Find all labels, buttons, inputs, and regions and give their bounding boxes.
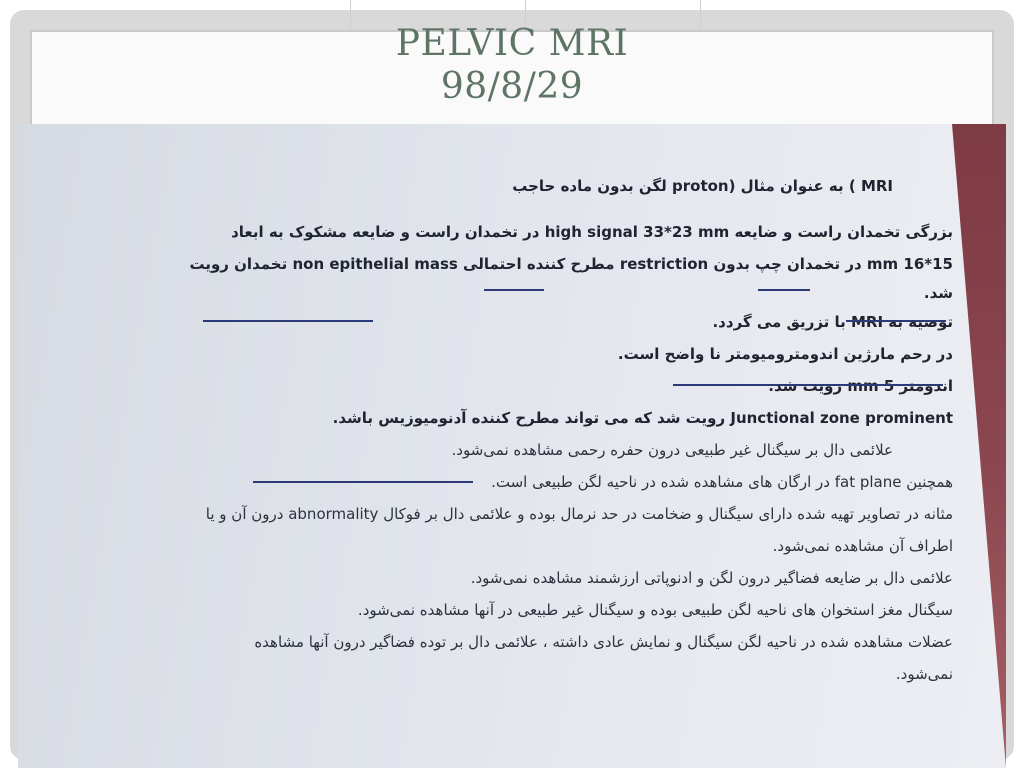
report-line: همچنین fat plane در ارگان های مشاهده شده در ناحیه لگن طبیعی است. bbox=[491, 473, 953, 491]
pen-underline bbox=[673, 384, 943, 386]
report-line: Junctional zone prominent رویت شد که می تواند مطرح کننده آدنومیوزیس باشد. bbox=[332, 409, 953, 427]
report-photo bbox=[18, 124, 1006, 768]
pen-underline bbox=[253, 481, 473, 483]
report-line: MRI ) به عنوان مثال (proton لگن بدون ماده حاجب bbox=[512, 177, 893, 195]
pen-underline bbox=[484, 289, 544, 291]
report-line: نمی‌شود. bbox=[895, 665, 953, 683]
report-line: اندومتر 5 mm رویت شد. bbox=[768, 377, 953, 395]
pen-underline bbox=[758, 289, 810, 291]
report-line: اطراف آن مشاهده نمی‌شود. bbox=[772, 537, 953, 555]
title-line-2: 98/8/29 bbox=[440, 66, 584, 107]
report-line: علائمی دال بر ضایعه فضاگیر درون لگن و ادنوپاتی ارزشمند مشاهده نمی‌شود. bbox=[470, 569, 953, 587]
report-line: در رحم مارژین اندومتروميومتر نا واضح است. bbox=[617, 345, 953, 363]
title-line-1: PELVIC MRI bbox=[395, 23, 629, 64]
report-line: 15*16 mm در تخمدان چپ بدون restriction مطرح کننده احتمالی non epithelial mass تخمدان رویت bbox=[189, 255, 953, 273]
slide-title bbox=[0, 22, 1024, 108]
report-line: عضلات مشاهده شده در ناحیه لگن سیگنال و نمایش عادی داشته ، علائمی دال بر توده فضاگیر درون آنها مشاهده bbox=[254, 633, 953, 651]
report-line: سیگنال مغز استخوان های ناحیه لگن طبیعی بوده و سیگنال غیر طبیعی در آنها مشاهده نمی‌شود. bbox=[357, 601, 953, 619]
pen-underline bbox=[846, 320, 946, 322]
report-line: مثانه در تصاویر تهیه شده دارای سیگنال و ضخامت در حد نرمال بوده و علائمی دال بر فوکال abnormality درون آن و یا bbox=[205, 505, 953, 523]
report-line: توصیه به MRI با تزریق می گردد. bbox=[712, 313, 953, 331]
report-text bbox=[48, 170, 953, 690]
report-line: شد. bbox=[923, 284, 953, 302]
pen-underline bbox=[203, 320, 373, 322]
report-line: علائمی دال بر سیگنال غیر طبیعی درون حفره رحمی مشاهده نمی‌شود. bbox=[451, 441, 893, 459]
report-line: بزرگی تخمدان راست و ضایعه high signal 33*23 mm در تخمدان راست و ضایعه مشکوک به ابعاد bbox=[231, 223, 953, 241]
